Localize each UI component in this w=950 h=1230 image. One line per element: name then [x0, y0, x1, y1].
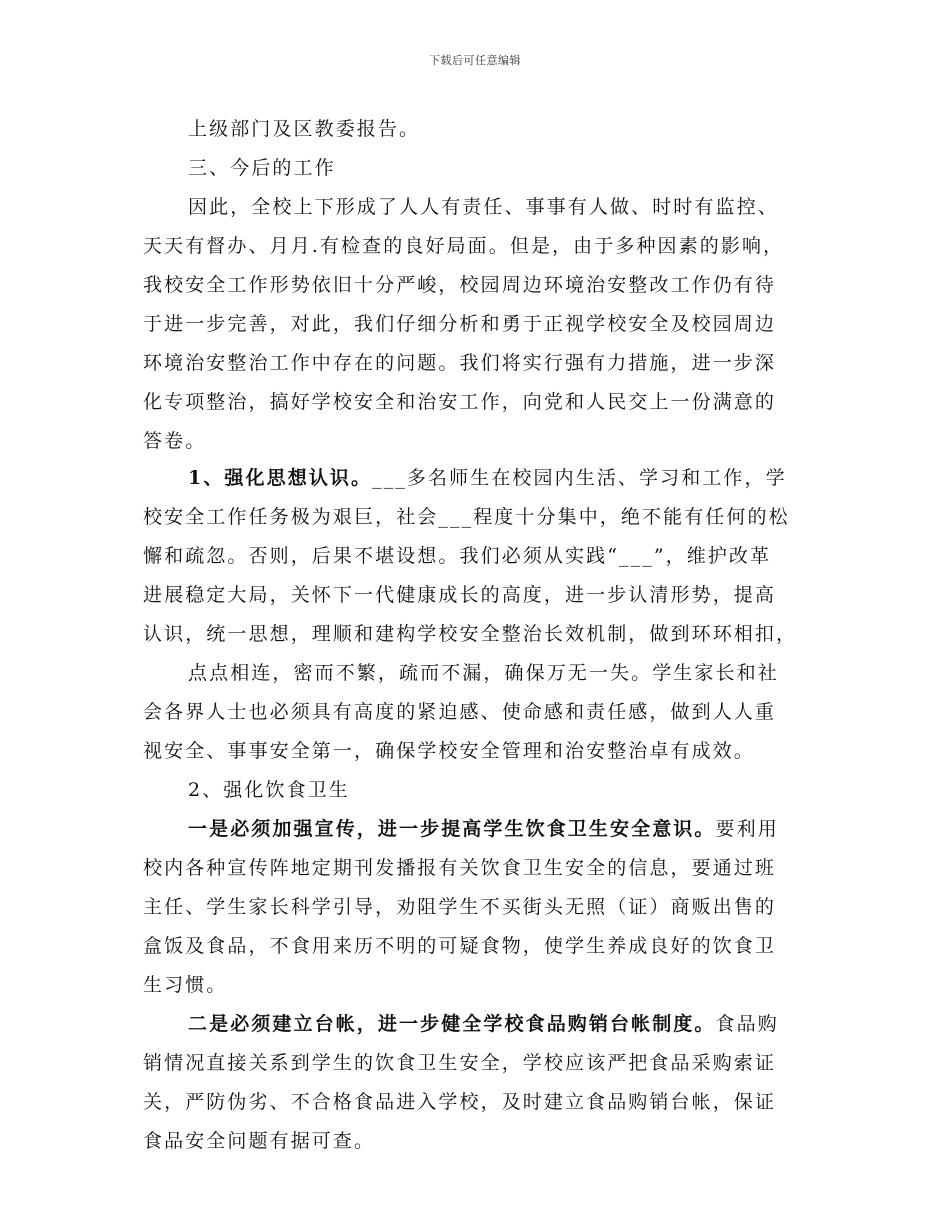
text-line: 进展稳定大局，关怀下一代健康成长的高度，进一步认清形势，提高 — [143, 584, 777, 606]
text-line: 点点相连，密而不繁，疏而不漏，确保万无一失。学生家长和社 — [188, 662, 779, 684]
text-line: 环境治安整治工作中存在的问题。我们将实行强有力措施，进一步深 — [143, 352, 777, 374]
text-line: 销情况直接关系到学生的饮食卫生安全，学校应该严把食品采购索证 — [143, 1052, 777, 1074]
text-line: 关，严防伪劣、不合格食品进入学校，及时建立食品购销台帐，保证 — [143, 1091, 777, 1113]
text-line — [188, 463, 787, 490]
page-header: 下载后可任意编辑 — [429, 54, 521, 67]
text-run: 食品购 — [715, 1013, 779, 1035]
text-line: 答卷。 — [143, 430, 207, 452]
text-run: ___多名师生在校园内生活、学习和工作，学 — [372, 467, 787, 489]
text-run: 要利用 — [715, 818, 779, 840]
text-line: 于进一步完善，对此，我们仔细分析和勇于正视学校安全及校园周边 — [143, 313, 777, 335]
text-line — [188, 1009, 779, 1036]
section-heading: 三、今后的工作 — [188, 157, 336, 179]
bold-lead: 二是必须建立台帐，进一步健全学校食品购销台帐制度。 — [188, 1013, 716, 1035]
text-line: 上级部门及区教委报告。 — [188, 118, 421, 140]
text-line: 会各界人士也必须具有高度的紧迫感、使命感和责任感，做到人人重 — [143, 701, 777, 723]
text-line: 食品安全问题有据可查。 — [143, 1130, 376, 1152]
text-line — [188, 814, 779, 841]
text-line: 校安全工作任务极为艰巨，社会___程度十分集中，绝不能有任何的松 — [143, 506, 790, 528]
text-line: 我校安全工作形势依旧十分严峻，校园周边环境治安整改工作仍有待 — [143, 274, 777, 296]
text-line: 天天有督办、月月.有检查的良好局面。但是，由于多种因素的影响， — [143, 235, 785, 257]
text-line: 懈和疏忽。否则，后果不堪设想。我们必须从实践“___”，维护改革 — [143, 545, 772, 567]
text-line: 主任、学生家长科学引导，劝阻学生不买街头无照（证）商贩出售的 — [143, 896, 777, 918]
text-line: 盒饭及食品，不食用来历不明的可疑食物，使学生养成良好的饮食卫 — [143, 935, 777, 957]
text-line: 视安全、事事安全第一，确保学校安全管理和治安整治卓有成效。 — [143, 740, 755, 762]
subheading-1: 1、强化思想认识。 — [188, 467, 373, 489]
text-line: 化专项整治，搞好学校安全和治安工作，向党和人民交上一份满意的 — [143, 391, 777, 413]
text-line: 校内各种宣传阵地定期刊发播报有关饮食卫生安全的信息，要通过班 — [143, 857, 777, 879]
text-line: 认识，统一思想，理顺和建构学校安全整治长效机制，做到环环相扣， — [143, 623, 798, 645]
subheading-2: 2、强化饮食卫生 — [188, 779, 350, 801]
text-line: 因此，全校上下形成了人人有责任、事事有人做、时时有监控、 — [188, 196, 779, 218]
text-line: 生习惯。 — [143, 974, 228, 996]
bold-lead: 一是必须加强宣传，进一步提高学生饮食卫生安全意识。 — [188, 818, 716, 840]
